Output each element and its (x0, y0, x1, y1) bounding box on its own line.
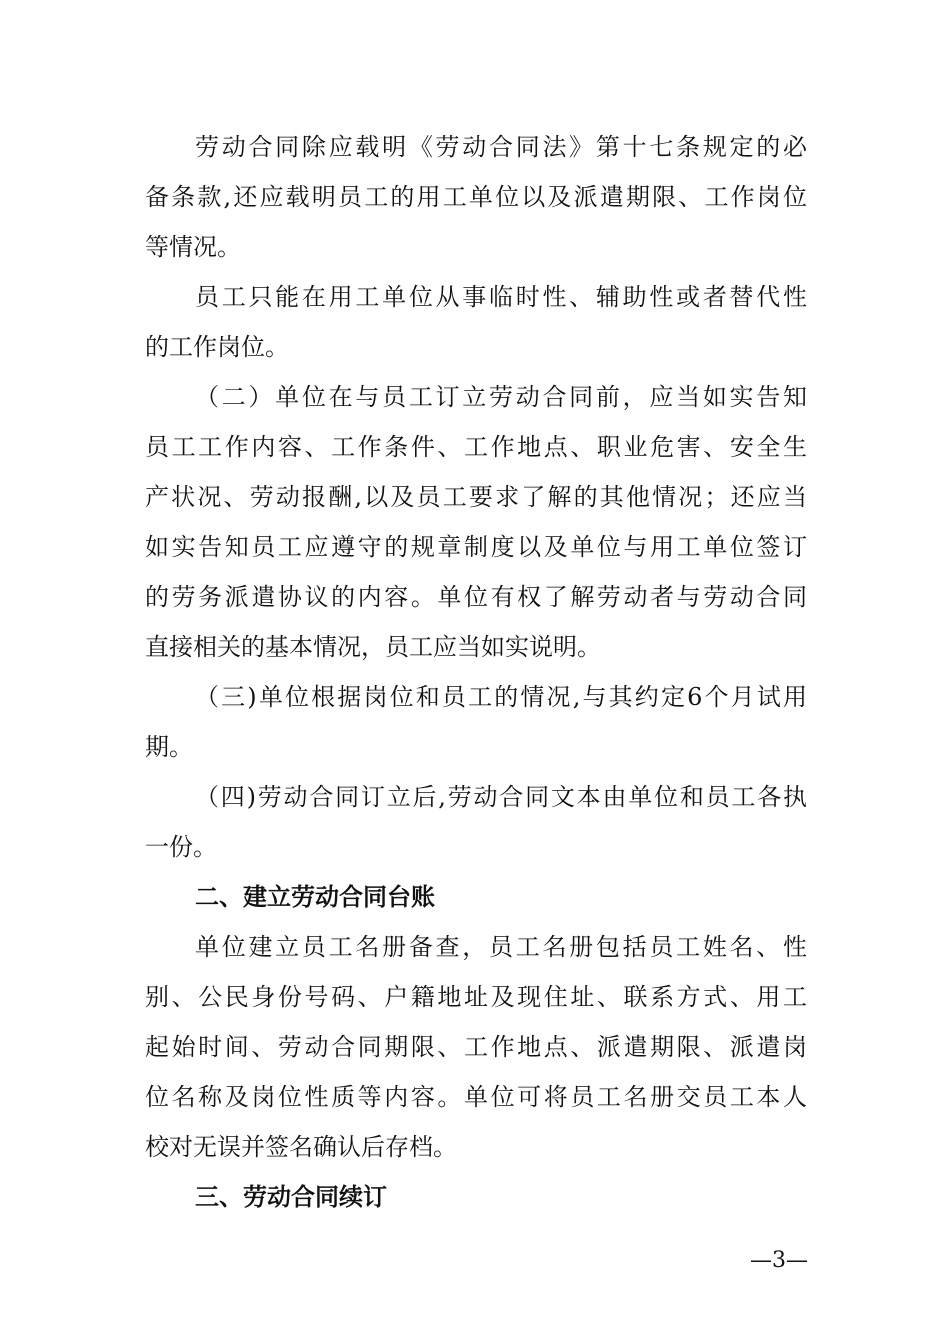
paragraph-line: 员工只能在用工单位从事临时性、辅助性或者替代性 (195, 283, 807, 311)
page-number: —3— (750, 1248, 808, 1273)
paragraph-line: 的工作岗位。 (145, 333, 289, 361)
paragraph-line: 直接相关的基本情况，员工应当如实说明。 (145, 633, 601, 661)
paragraph-line: 员工工作内容、工作条件、工作地点、职业危害、安全生 (145, 433, 807, 461)
paragraph-line: 位名称及岗位性质等内容。单位可将员工名册交员工本人 (145, 1083, 807, 1111)
paragraph-line: 备条款,还应载明员工的用工单位以及派遣期限、工作岗位 (145, 183, 807, 211)
section-heading: 三、劳动合同续订 (195, 1183, 387, 1211)
section-heading: 二、建立劳动合同台账 (195, 883, 435, 911)
paragraph-line: （四)劳动合同订立后,劳动合同文本由单位和员工各执 (195, 783, 807, 811)
paragraph-line: （二）单位在与员工订立劳动合同前，应当如实告知 (195, 383, 807, 411)
paragraph-line: 校对无误并签名确认后存档。 (145, 1133, 457, 1161)
paragraph-line: 别、公民身份号码、户籍地址及现住址、联系方式、用工 (145, 983, 807, 1011)
paragraph-line: 产状况、劳动报酬,以及员工要求了解的其他情况；还应当 (145, 483, 807, 511)
paragraph-line: 劳动合同除应载明《劳动合同法》第十七条规定的必 (195, 133, 807, 161)
paragraph-line: 的劳务派遣协议的内容。单位有权了解劳动者与劳动合同 (145, 583, 807, 611)
paragraph-line: 等情况。 (145, 233, 241, 261)
paragraph-line: （三)单位根据岗位和员工的情况,与其约定6个月试用 (195, 683, 807, 711)
paragraph-line: 起始时间、劳动合同期限、工作地点、派遣期限、派遣岗 (145, 1033, 807, 1061)
paragraph-line: 单位建立员工名册备查，员工名册包括员工姓名、性 (195, 933, 807, 961)
paragraph-line: 一份。 (145, 833, 217, 861)
paragraph-line: 如实告知员工应遵守的规章制度以及单位与用工单位签订 (145, 533, 807, 561)
paragraph-line: 期。 (145, 733, 193, 761)
